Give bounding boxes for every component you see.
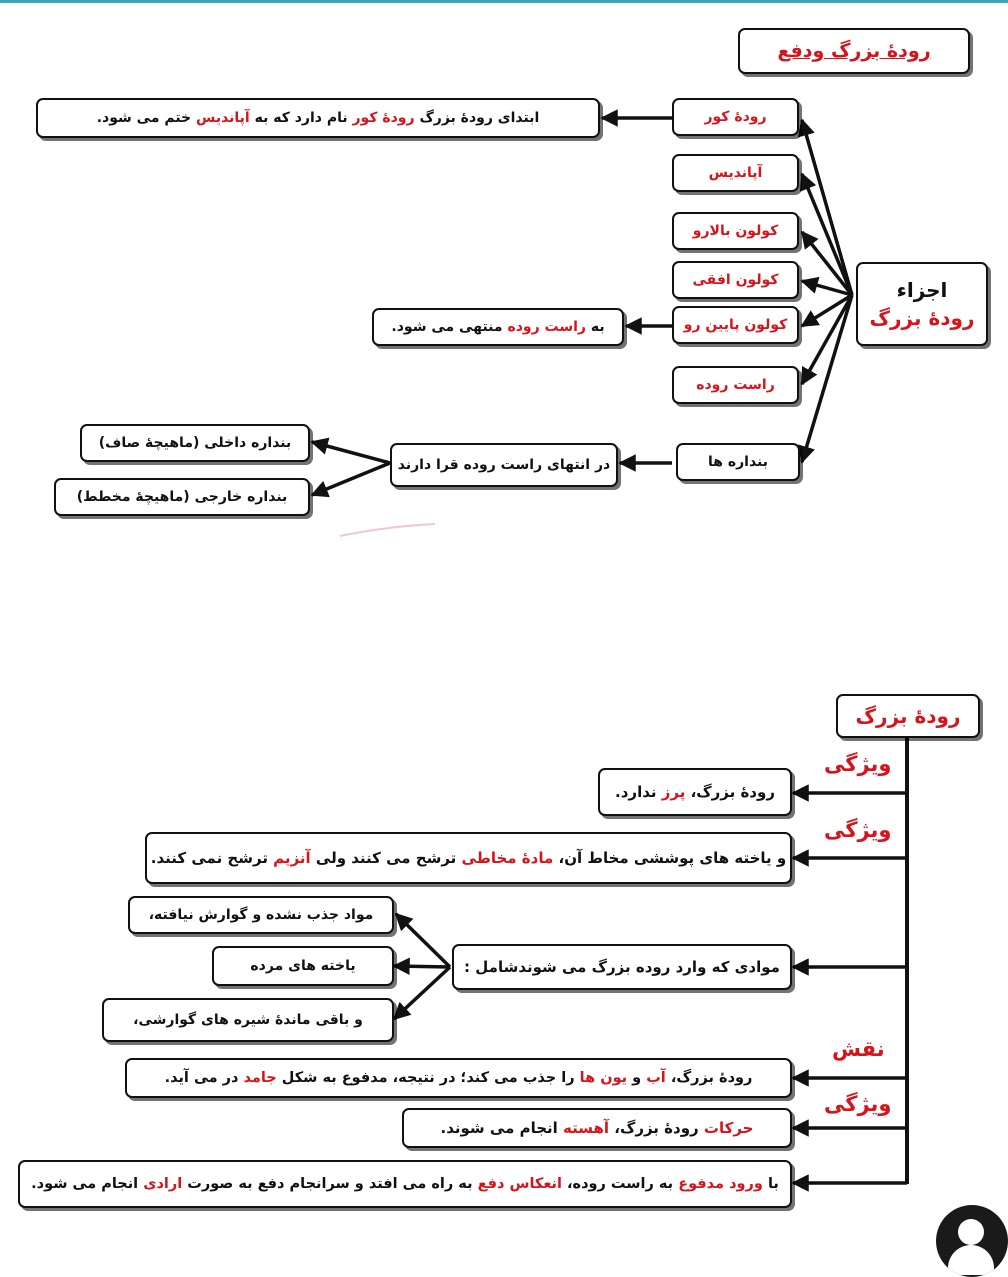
text-part: در می آید. bbox=[164, 1070, 244, 1086]
defecation-item bbox=[18, 1160, 792, 1208]
text-highlight: راست روده bbox=[507, 319, 586, 335]
role-item bbox=[125, 1058, 792, 1098]
text-highlight: انعکاس دفع bbox=[477, 1176, 562, 1192]
text-part: را جذب می کند؛ در نتیجه، مدفوع به شکل bbox=[276, 1070, 580, 1086]
text-highlight: حرکات bbox=[703, 1119, 754, 1137]
text-highlight: ورود مدفوع bbox=[678, 1176, 763, 1192]
text-highlight: آهسته bbox=[563, 1119, 610, 1137]
text-part: انجام می شود. bbox=[31, 1176, 144, 1192]
text-part: منتهی می شود. bbox=[391, 319, 508, 335]
text-part: انجام می شوند. bbox=[440, 1119, 564, 1137]
label-role: نقش bbox=[832, 1037, 885, 1061]
text-part: ندارد. bbox=[615, 783, 662, 801]
text-highlight: مادهٔ مخاطی bbox=[461, 849, 554, 867]
part-descending-colon bbox=[672, 306, 799, 344]
item-text bbox=[615, 783, 775, 801]
part-label: راست روده bbox=[696, 377, 775, 393]
text-highlight: آب bbox=[646, 1070, 666, 1086]
inner-sphincter-box bbox=[80, 424, 310, 462]
bottom-title: رودهٔ بزرگ bbox=[855, 704, 961, 728]
text-part: و bbox=[627, 1070, 647, 1086]
feature-item-1 bbox=[598, 768, 792, 816]
item-text bbox=[31, 1176, 779, 1192]
text-highlight: ارادی bbox=[143, 1176, 183, 1192]
part-label: کولون افقی bbox=[692, 272, 779, 288]
user-avatar-icon[interactable] bbox=[936, 1205, 1008, 1277]
top-title: رودهٔ بزرگ ودفع bbox=[777, 40, 931, 62]
cecum-note-box bbox=[36, 98, 600, 138]
text-part: و یاخته های پوششی مخاط آن، bbox=[553, 849, 787, 867]
item-text: موادی که وارد روده بزرگ می شوندشامل : bbox=[464, 958, 780, 976]
text-highlight: رودهٔ کور bbox=[352, 110, 415, 126]
text-part: به راست روده، bbox=[561, 1176, 679, 1192]
top-title-box bbox=[738, 28, 970, 74]
part-rectum bbox=[672, 366, 799, 404]
text-highlight: جامد bbox=[243, 1070, 277, 1086]
avatar-head bbox=[958, 1219, 984, 1245]
parts-center-box bbox=[856, 262, 988, 346]
label-feature-2: ویژگی bbox=[824, 818, 892, 842]
sub-text: و باقی ماندهٔ شیره های گوارشی، bbox=[133, 1012, 363, 1028]
text-highlight: یون ها bbox=[579, 1070, 628, 1086]
outer-sphincter-box bbox=[54, 478, 310, 516]
item-text bbox=[165, 1070, 753, 1086]
label-feature-3: ویژگی bbox=[824, 1092, 892, 1116]
part-cecum bbox=[672, 98, 799, 136]
text-part: با bbox=[762, 1176, 779, 1192]
part-ascending-colon bbox=[672, 212, 799, 250]
item-text bbox=[441, 1119, 754, 1137]
inner-sphincter-text: بنداره داخلی (ماهیچهٔ صاف) bbox=[98, 435, 292, 451]
text-part: نام دارد که به bbox=[249, 110, 353, 126]
text-part: ابتدای رودهٔ بزرگ bbox=[414, 110, 540, 126]
bottom-title-box bbox=[836, 694, 980, 738]
text-part: به راه می افتد و سرانجام دفع به صورت bbox=[182, 1176, 478, 1192]
part-label: کولون پایین رو bbox=[683, 317, 788, 333]
feature-item-3 bbox=[402, 1108, 792, 1148]
colon-note-text bbox=[391, 319, 604, 335]
material-sub-3 bbox=[102, 998, 394, 1042]
label-feature-1: ویژگی bbox=[824, 752, 892, 776]
center-line1: اجزاء bbox=[896, 278, 948, 302]
text-part: رودهٔ بزرگ، bbox=[609, 1119, 704, 1137]
part-label: آپاندیس bbox=[708, 165, 763, 181]
text-part: ختم می شود. bbox=[96, 110, 197, 126]
cecum-note-text bbox=[97, 110, 540, 126]
text-part: به bbox=[585, 319, 605, 335]
text-highlight: پرز bbox=[661, 783, 686, 801]
part-label: رودهٔ کور bbox=[704, 109, 767, 125]
part-label: بنداره ها bbox=[707, 454, 769, 470]
center-line2: رودهٔ بزرگ bbox=[869, 306, 975, 330]
text-highlight: آنزیم bbox=[273, 849, 311, 867]
sphincter-note-box bbox=[390, 443, 618, 487]
text-part: ترشح می کنند ولی bbox=[310, 849, 462, 867]
colon-note-box bbox=[372, 308, 624, 346]
text-part: رودهٔ بزرگ، bbox=[685, 783, 775, 801]
avatar-body bbox=[948, 1245, 994, 1275]
part-appendix bbox=[672, 154, 799, 192]
item-text bbox=[151, 849, 786, 867]
part-transverse-colon bbox=[672, 261, 799, 299]
sub-text: مواد جذب نشده و گوارش نیافته، bbox=[148, 907, 374, 923]
material-sub-1 bbox=[128, 896, 394, 934]
sphincter-note-text: در انتهای راست روده قرا دارند bbox=[397, 457, 611, 473]
materials-item bbox=[452, 944, 792, 990]
text-part: رودهٔ بزرگ، bbox=[665, 1070, 753, 1086]
material-sub-2 bbox=[212, 946, 394, 986]
outer-sphincter-text: بنداره خارجی (ماهیچهٔ مخطط) bbox=[76, 489, 288, 505]
part-sphincters bbox=[676, 443, 800, 481]
part-label: کولون بالارو bbox=[692, 223, 779, 239]
sub-text: یاخته های مرده bbox=[250, 958, 356, 974]
text-highlight: آپاندیس bbox=[196, 110, 250, 126]
feature-item-2 bbox=[145, 832, 792, 884]
text-part: ترشح نمی کنند. bbox=[150, 849, 274, 867]
